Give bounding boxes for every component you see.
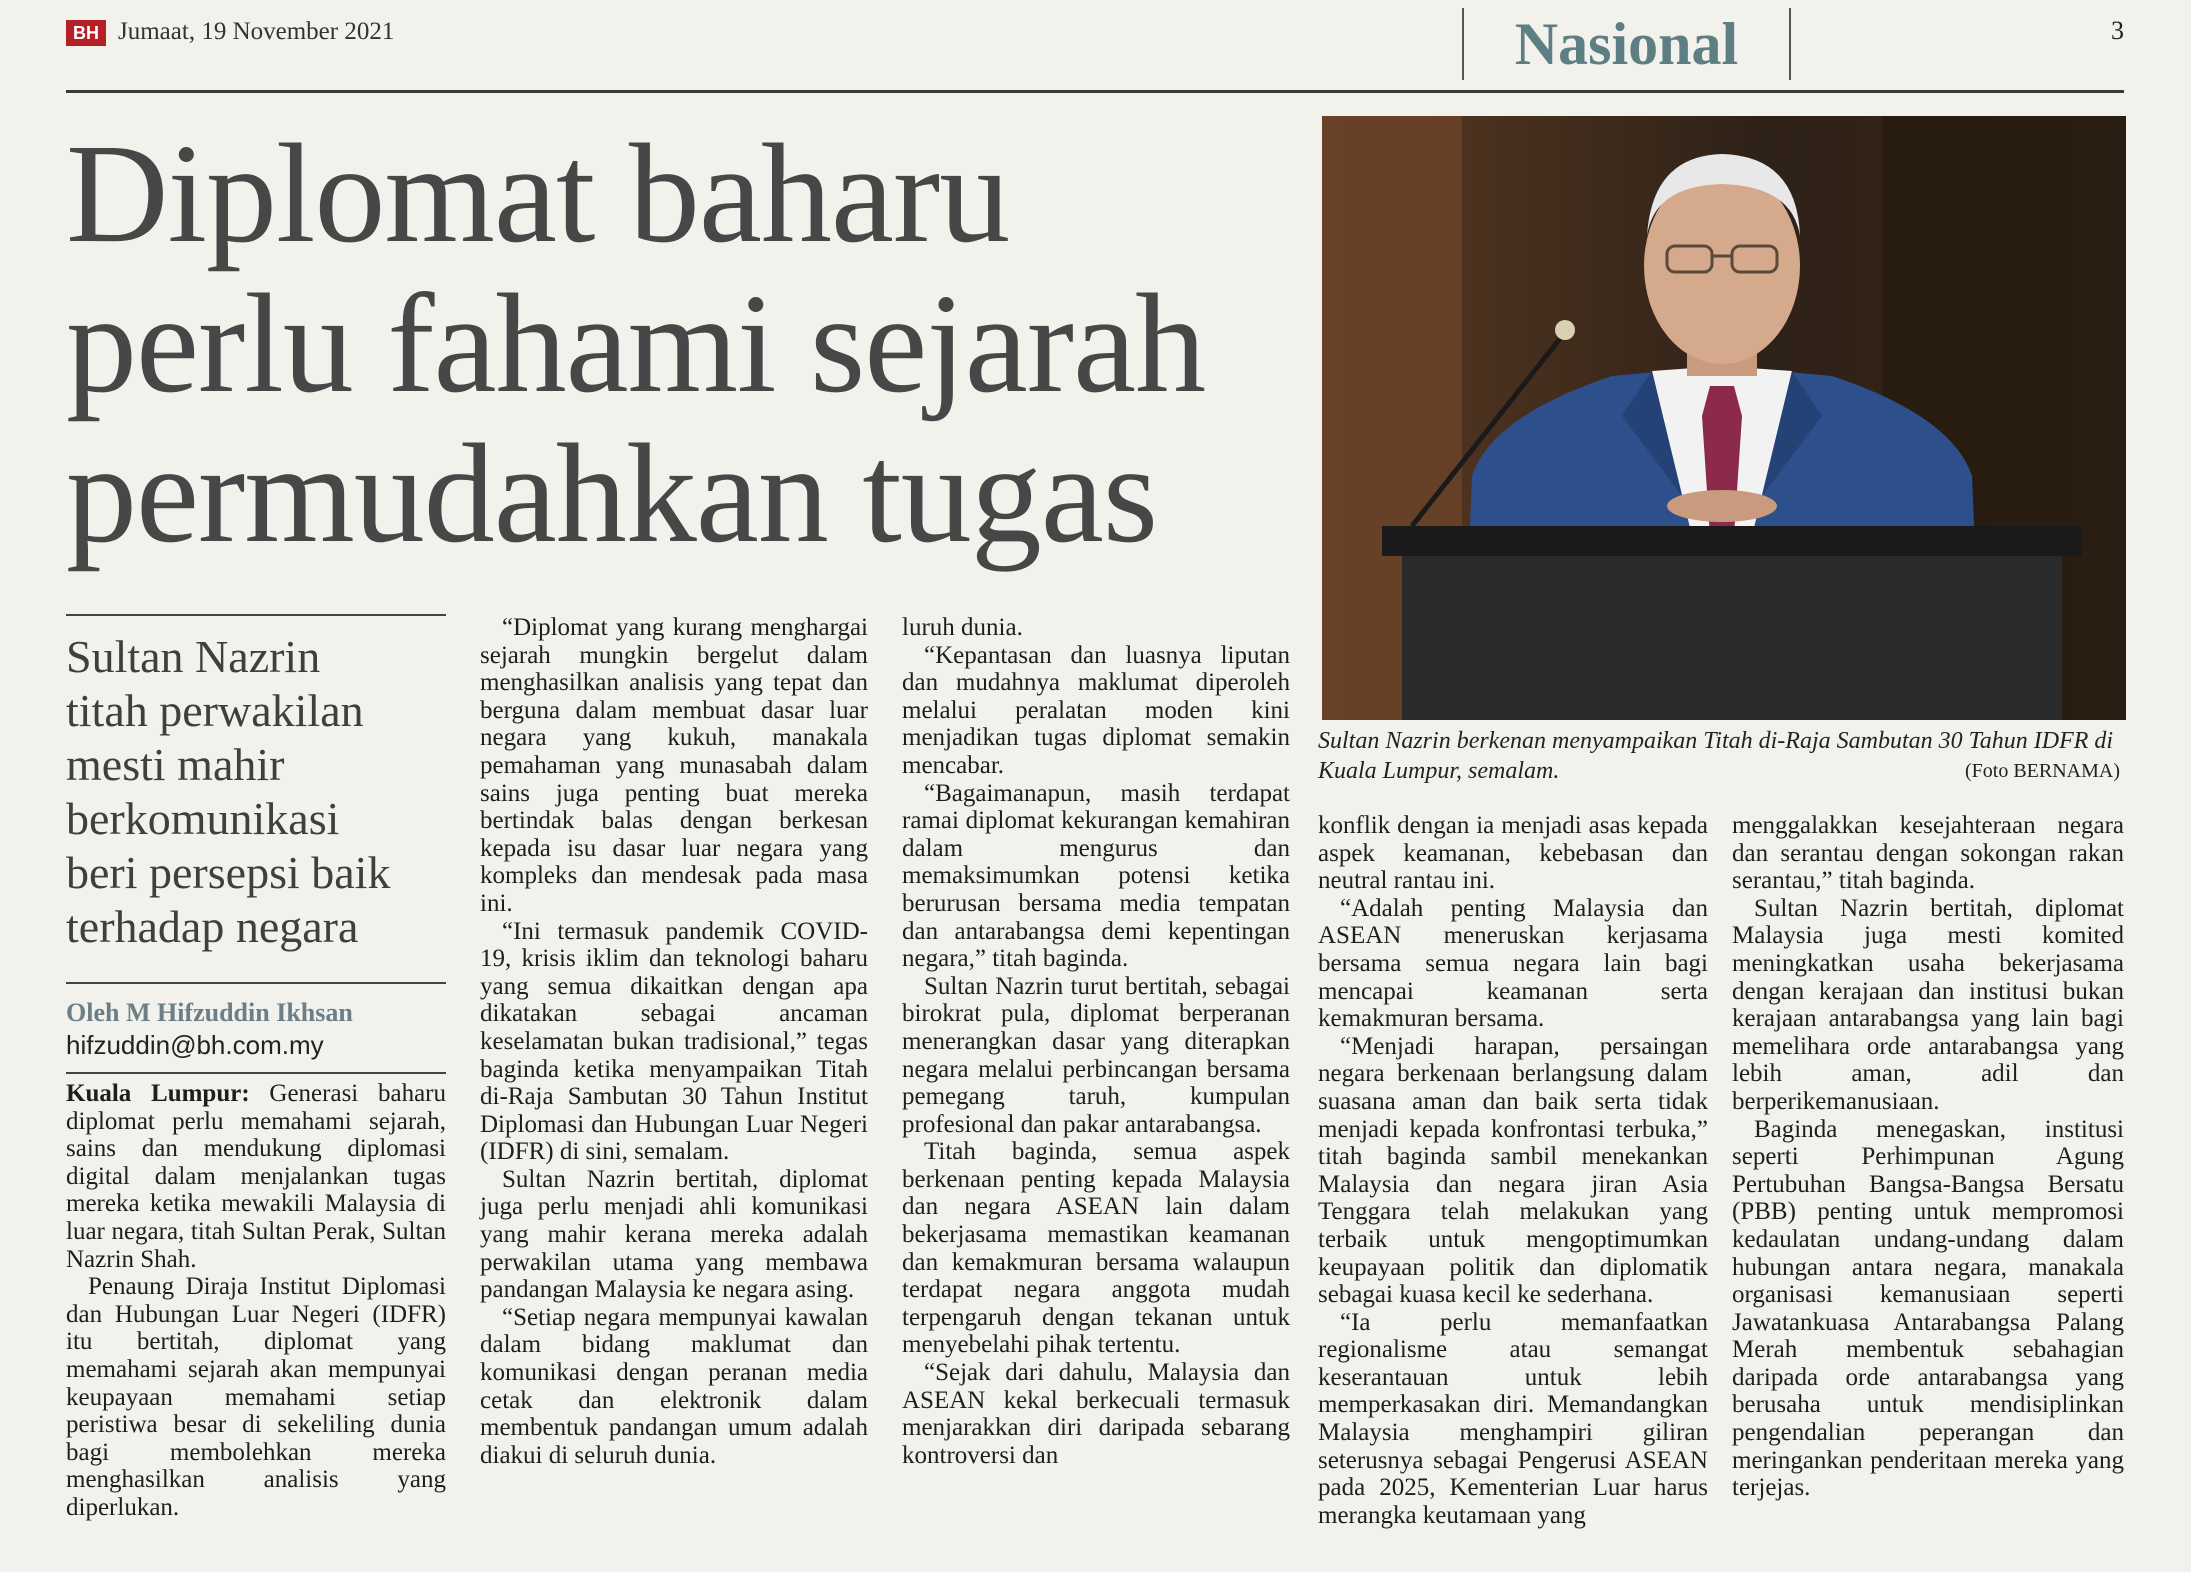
paragraph: “Sejak dari dahulu, Malaysia dan ASEAN kekal berkecuali termasuk menjarakkan diri daripada sebarang kontroversi dan (902, 1359, 1290, 1469)
paragraph: Sultan Nazrin bertitah, diplomat Malaysia juga mesti komited meningkatkan usaha bekerjasama dengan kerajaan dan institusi bukan kerajaan antarabangsa yang lain bagi memelihara orde antarabangsa yang lebih aman, adil dan berperikemanusiaan. (1732, 894, 2124, 1115)
paragraph: Sultan Nazrin bertitah, diplomat juga perlu menjadi ahli komunikasi yang mahir kerana mereka adalah perwakilan utama yang membawa pandangan Malaysia ke negara asing. (480, 1165, 868, 1304)
article-column-4 (1318, 812, 1708, 1529)
deck-top-rule (66, 614, 446, 616)
article-column-3 (902, 614, 1290, 1469)
paragraph: Titah baginda, semua aspek berkenaan penting kepada Malaysia dan negara ASEAN lain dalam bekerjasama memastikan keamanan dan kemakmuran bersama walaupun terdapat negara anggota mudah terpengaruh dengan tekanan untuk menyebelahi pihak tertentu. (902, 1138, 1290, 1359)
paragraph: menggalakkan kesejahteraan negara dan serantau dengan sokongan rakan serantau,” titah baginda. (1732, 812, 2124, 895)
article-column-2 (480, 614, 868, 1469)
paragraph: Baginda menegaskan, institusi seperti Perhimpunan Agung Pertubuhan Bangsa-Bangsa Bersatu (PBB) penting untuk mempromosi kedaulatan undang-undang dalam hubungan antara negara, manakala organisasi kemanusiaan seperti Jawatankuasa Antarabangsa Palang Merah membentuk sebahagian daripada orde antarabangsa yang berusaha untuk mendisiplinkan pengendalian peperangan dan meringankan penderitaan mereka yang terjejas. (1732, 1115, 2124, 1502)
deck-line: beri persepsi baik (66, 847, 391, 898)
speaker-photo-illustration (1322, 116, 2126, 720)
deck-line: mesti mahir (66, 739, 285, 790)
paragraph: “Setiap negara mempunyai kawalan dalam bidang maklumat dan komunikasi dengan peranan media cetak dan elektronik dalam membentuk pandangan umum adalah diakui di seluruh dunia. (480, 1303, 868, 1469)
page-header (66, 8, 2124, 86)
caption-text: Sultan Nazrin berkenan menyampaikan Titah di-Raja Sambutan 30 Tahun IDFR di Kuala Lumpur, semalam. (1318, 728, 2114, 784)
paragraph: “Diplomat yang kurang menghargai sejarah mungkin bergelut dalam menghasilkan analisis yang tepat dan berguna dalam membuat dasar luar negara yang kukuh, manakala pemahaman yang munasabah dalam sains juga penting buat mereka bertindak balas dengan berkesan kepada isu dasar luar negara yang kompleks dan mendesak pada masa ini. (480, 614, 868, 917)
paragraph: Sultan Nazrin turut bertitah, sebagai birokrat pula, diplomat berperanan menerangkan dasar yang diterapkan negara melalui perbincangan bersama pemegang taruh, kumpulan profesional dan pakar antarabangsa. (902, 972, 1290, 1138)
page-number: 3 (2111, 16, 2124, 45)
byline-email: hifzuddin@bh.com.my (66, 1030, 324, 1060)
sub-headline (66, 630, 461, 954)
paragraph: “Ia perlu memanfaatkan regionalisme atau semangat keserantauan untuk lebih memperkasakan diri. Memandangkan Malaysia menghampiri giliran seterusnya sebagai Pengerusi ASEAN pada 2025, Kementerian Luar harus merangka keutamaan yang (1318, 1308, 1708, 1529)
headline-line-3: permudahkan tugas (66, 414, 1158, 572)
paragraph-text: Generasi baharu diplomat perlu memahami sejarah, sains dan mendukung diplomasi digital dalam menjalankan tugas mereka ketika mewakili Malaysia di luar negara, titah Sultan Perak, Sultan Nazrin Shah. (66, 1080, 446, 1273)
article-column-5 (1732, 812, 2124, 1502)
byline-top-rule (66, 982, 446, 984)
section-name: Nasional (1462, 8, 1791, 80)
headline-line-1: Diplomat baharu (66, 114, 1010, 272)
deck-line: titah perwakilan (66, 685, 364, 736)
dateline: Kuala Lumpur: (66, 1080, 250, 1107)
deck-line: terhadap negara (66, 901, 359, 952)
photo-caption (1318, 726, 2126, 786)
deck-line: berkomunikasi (66, 793, 340, 844)
deck-line: Sultan Nazrin (66, 631, 321, 682)
article-column-1 (66, 1080, 446, 1522)
bh-logo: BH (66, 20, 106, 46)
paragraph: konflik dengan ia menjadi asas kepada aspek keamanan, kebebasan dan neutral rantau ini. (1318, 812, 1708, 895)
paragraph: “Kepantasan dan luasnya liputan dan mudahnya maklumat diperoleh melalui peralatan moden kini menjadikan tugas diplomat semakin mencabar. (902, 641, 1290, 779)
paragraph: Penaung Diraja Institut Diplomasi dan Hubungan Luar Negeri (IDFR) itu bertitah, diplomat yang memahami sejarah akan mempunyai keupayaan memahami setiap peristiwa besar di sekeliling dunia bagi membolehkan mereka menghasilkan analisis yang diperlukan. (66, 1273, 446, 1521)
byline-bottom-rule (66, 1072, 446, 1074)
paragraph: “Menjadi harapan, persaingan negara berkenaan berlangsung dalam suasana aman dan baik serta tidak menjadi kepada konfrontasi terbuka,” titah baginda sambil menekankan Malaysia dan negara jiran Asia Tenggara telah melakukan yang terbaik untuk mengoptimumkan keupayaan politik dan diplomatik sebagai kuasa kecil ke sederhana. (1318, 1032, 1708, 1309)
photo-credit: (Foto BERNAMA) (1964, 760, 2120, 782)
paragraph: luruh dunia. (902, 614, 1023, 641)
headline-line-2: perlu fahami sejarah (66, 264, 1206, 422)
headline (66, 114, 1316, 572)
paragraph (66, 1080, 446, 1273)
article-photo (1322, 116, 2126, 720)
paragraph: “Bagaimanapun, masih terdapat ramai diplomat kekurangan kemahiran dalam mengurus dan memaksimumkan potensi ketika berurusan bersama media tempatan dan antarabangsa demi kepentingan negara,” titah baginda. (902, 779, 1290, 973)
paragraph: “Adalah penting Malaysia dan ASEAN meneruskan kerjasama bersama semua negara lain bagi mencapai keamanan serta kemakmuran bersama. (1318, 894, 1708, 1033)
header-rule (66, 90, 2124, 93)
byline-author: Oleh M Hifzuddin Ikhsan (66, 998, 353, 1027)
issue-date: Jumaat, 19 November 2021 (118, 18, 395, 45)
paragraph: “Ini termasuk pandemik COVID-19, krisis iklim dan teknologi baharu yang semua dikaitkan dengan apa dikatakan sebagai ancaman keselamatan bukan tradisional,” tegas baginda ketika menyampaikan Titah di-Raja Sambutan 30 Tahun Institut Diplomasi dan Hubungan Luar Negeri (IDFR) di sini, semalam. (480, 917, 868, 1166)
